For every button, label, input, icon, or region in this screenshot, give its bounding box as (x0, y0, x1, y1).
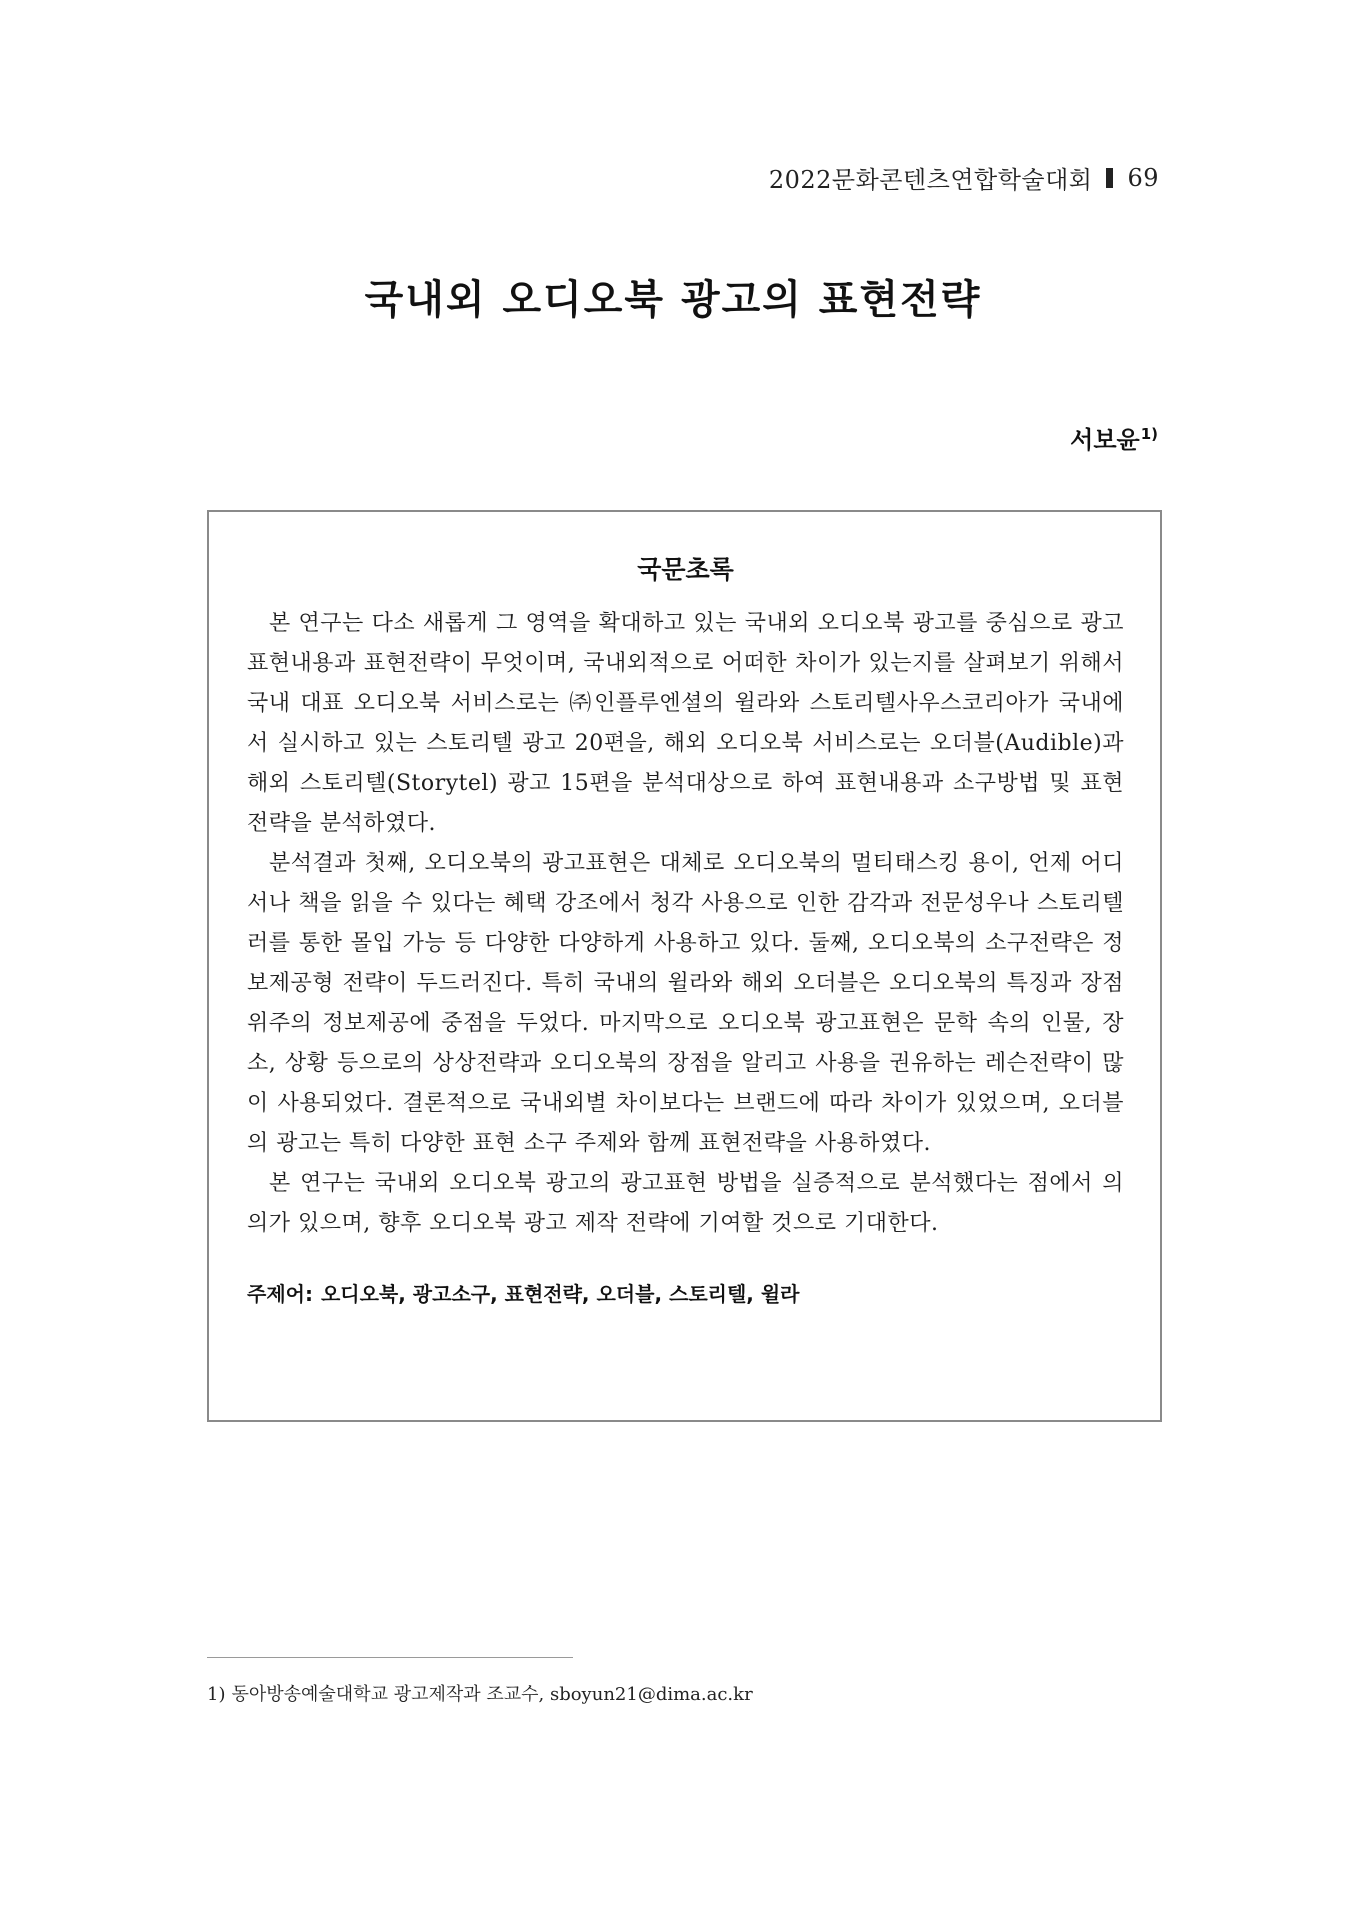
abstract-heading: 국문초록 (637, 555, 734, 584)
footnote-mark: 1) (207, 1684, 226, 1705)
footnote-divider (207, 1657, 573, 1658)
abstract-body (247, 604, 1124, 1244)
page-number: 69 (1127, 163, 1159, 192)
abstract-box (207, 510, 1162, 1422)
paper-title: 국내외 오디오북 광고의 표현전략 (364, 277, 982, 323)
header-separator-bar (1106, 168, 1113, 188)
keywords (247, 1278, 1124, 1307)
author (1070, 420, 1158, 455)
abstract-paragraph-2: 분석결과 첫째, 오디오북의 광고표현은 대체로 오디오북의 멀티태스킹 용이, 언제 어디서나 책을 읽을 수 있다는 혜택 강조에서 청각 사용으로 인한 감각과 전문성우나 스토리텔러를 통한 몰입 가능 등 다양한 다양하게 사용하고 있다. 둘째, 오디오북의 소구전략은 정보제공형 전략이 두드러진다. 특히 국내의 윌라와 해외 오더블은 오디오북의 특징과 장점 위주의 정보제공에 중점을 두었다. 마지막으로 오디오북 광고표현은 문학 속의 인물, 장소, 상황 등으로의 상상전략과 오디오북의 장점을 알리고 사용을 권유하는 레슨전략이 많이 사용되었다. 결론적으로 국내외별 차이보다는 브랜드에 따라 차이가 있었으며, 오더블의 광고는 특히 다양한 표현 소구 주제와 함께 표현전략을 사용하였다. (247, 851, 1124, 1156)
running-header (769, 160, 1159, 195)
conference-name: 2022문화콘텐츠연합학술대회 (768, 166, 1093, 194)
author-name: 서보윤 (1070, 426, 1140, 454)
keywords-label: 주제어: (247, 1282, 313, 1306)
abstract-paragraph-3: 본 연구는 국내외 오디오북 광고의 광고표현 방법을 실증적으로 분석했다는 점에서 의의가 있으며, 향후 오디오북 광고 제작 전략에 기여할 것으로 기대한다. (247, 1171, 1124, 1236)
keywords-list: 오디오북, 광고소구, 표현전략, 오더블, 스토리텔, 윌라 (320, 1282, 800, 1306)
footnote-text: 동아방송예술대학교 광고제작과 조교수, sboyun21@dima.ac.kr (231, 1684, 753, 1705)
author-footnote-mark: 1) (1140, 425, 1158, 443)
abstract-paragraph-1: 본 연구는 다소 새롭게 그 영역을 확대하고 있는 국내외 오디오북 광고를 중심으로 광고 표현내용과 표현전략이 무엇이며, 국내외적으로 어떠한 차이가 있는지를 살펴보기 위해서 국내 대표 오디오북 서비스로는 ㈜인플루엔셜의 윌라와 스토리텔사우스코리아가 국내에서 실시하고 있는 스토리텔 광고 20편을, 해외 오디오북 서비스로는 오더블(Audible)과 해외 스토리텔(Storytel) 광고 15편을 분석대상으로 하여 표현내용과 소구방법 및 표현전략을 분석하였다. (247, 611, 1124, 836)
footnote (207, 1680, 753, 1706)
